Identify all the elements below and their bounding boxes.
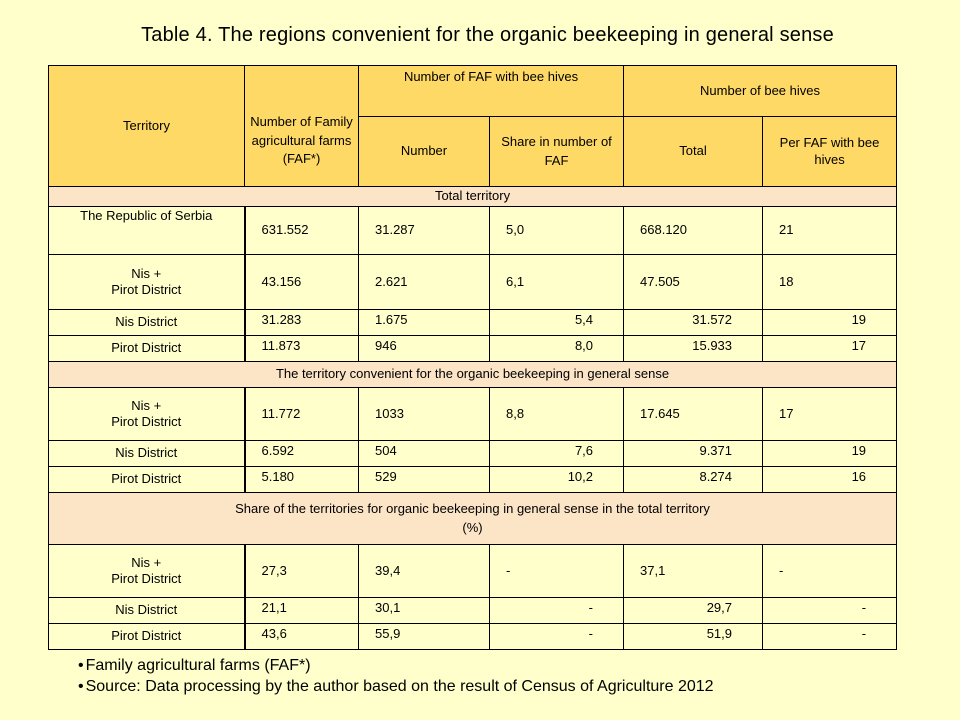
faf-cell: 5.180 [245, 467, 359, 493]
territory-cell: Nis District [49, 598, 245, 624]
per-faf-cell: - [763, 598, 897, 624]
number-cell: 55,9 [359, 624, 490, 650]
territory-cell: Nis District [49, 441, 245, 467]
per-faf-cell: 16 [763, 467, 897, 493]
faf-cell: 43,6 [245, 624, 359, 650]
number-cell: 946 [359, 336, 490, 362]
total-cell: 37,1 [624, 545, 763, 598]
per-faf-cell: 18 [763, 255, 897, 310]
header-bee-hives: Number of bee hives [624, 66, 897, 117]
number-cell: 1033 [359, 388, 490, 441]
number-cell: 31.287 [359, 207, 490, 255]
header-share: Share in number of FAF [490, 117, 624, 187]
faf-cell: 6.592 [245, 441, 359, 467]
number-cell: 30,1 [359, 598, 490, 624]
number-cell: 2.621 [359, 255, 490, 310]
per-faf-cell: - [763, 545, 897, 598]
faf-cell: 31.283 [245, 310, 359, 336]
number-cell: 39,4 [359, 545, 490, 598]
total-cell: 9.371 [624, 441, 763, 467]
share-cell: 8,8 [490, 388, 624, 441]
total-cell: 47.505 [624, 255, 763, 310]
territory-cell: Nis + Pirot District [49, 255, 245, 310]
total-cell: 8.274 [624, 467, 763, 493]
table-title: Table 4. The regions convenient for the organic beekeeping in general sense [141, 24, 834, 46]
data-table [48, 65, 897, 650]
total-cell: 668.120 [624, 207, 763, 255]
territory-cell: Nis District [49, 310, 245, 336]
table-row [49, 336, 897, 362]
table-row [49, 207, 897, 255]
footnote-source: • Source: Data processing by the author based on the result of Census of Agriculture 2012 [78, 676, 714, 697]
table-row [49, 467, 897, 493]
share-cell: 7,6 [490, 441, 624, 467]
share-cell: 6,1 [490, 255, 624, 310]
table-row [49, 598, 897, 624]
share-cell: - [490, 624, 624, 650]
table-row [49, 545, 897, 598]
table-row [49, 310, 897, 336]
per-faf-cell: 21 [763, 207, 897, 255]
faf-cell: 11.873 [245, 336, 359, 362]
territory-cell: Pirot District [49, 624, 245, 650]
total-cell: 31.572 [624, 310, 763, 336]
share-cell: - [490, 545, 624, 598]
section-label: The territory convenient for the organic beekeeping in general sense [49, 362, 897, 388]
per-faf-cell: 17 [763, 336, 897, 362]
table-row [49, 388, 897, 441]
per-faf-cell: 17 [763, 388, 897, 441]
territory-cell: Pirot District [49, 336, 245, 362]
number-cell: 1.675 [359, 310, 490, 336]
total-cell: 29,7 [624, 598, 763, 624]
header-number: Number [359, 117, 490, 187]
faf-cell: 631.552 [245, 207, 359, 255]
footnote-faf: • Family agricultural farms (FAF*) [78, 655, 714, 676]
territory-cell: Pirot District [49, 467, 245, 493]
footnotes [78, 655, 714, 697]
territory-cell: Nis + Pirot District [49, 388, 245, 441]
per-faf-cell: 19 [763, 310, 897, 336]
per-faf-cell: 19 [763, 441, 897, 467]
share-cell: - [490, 598, 624, 624]
share-cell: 5,4 [490, 310, 624, 336]
table-row [49, 441, 897, 467]
header-faf-with-hives: Number of FAF with bee hives [359, 66, 624, 117]
faf-cell: 43.156 [245, 255, 359, 310]
number-cell: 504 [359, 441, 490, 467]
table-row [49, 624, 897, 650]
total-cell: 17.645 [624, 388, 763, 441]
header-per-faf: Per FAF with bee hives [763, 117, 897, 187]
share-cell: 10,2 [490, 467, 624, 493]
per-faf-cell: - [763, 624, 897, 650]
section-label: Share of the territories for organic beekeeping in general sense in the total territory (%) [49, 493, 897, 545]
table-row [49, 255, 897, 310]
faf-cell: 27,3 [245, 545, 359, 598]
territory-cell: Nis + Pirot District [49, 545, 245, 598]
share-cell: 5,0 [490, 207, 624, 255]
total-cell: 51,9 [624, 624, 763, 650]
faf-cell: 21,1 [245, 598, 359, 624]
section-label: Total territory [49, 187, 897, 207]
faf-cell: 11.772 [245, 388, 359, 441]
territory-cell: The Republic of Serbia [49, 207, 245, 255]
number-cell: 529 [359, 467, 490, 493]
share-cell: 8,0 [490, 336, 624, 362]
total-cell: 15.933 [624, 336, 763, 362]
header-faf: Number of Family agricultural farms (FAF*) [245, 66, 359, 187]
header-total: Total [624, 117, 763, 187]
header-territory: Territory [49, 66, 245, 187]
